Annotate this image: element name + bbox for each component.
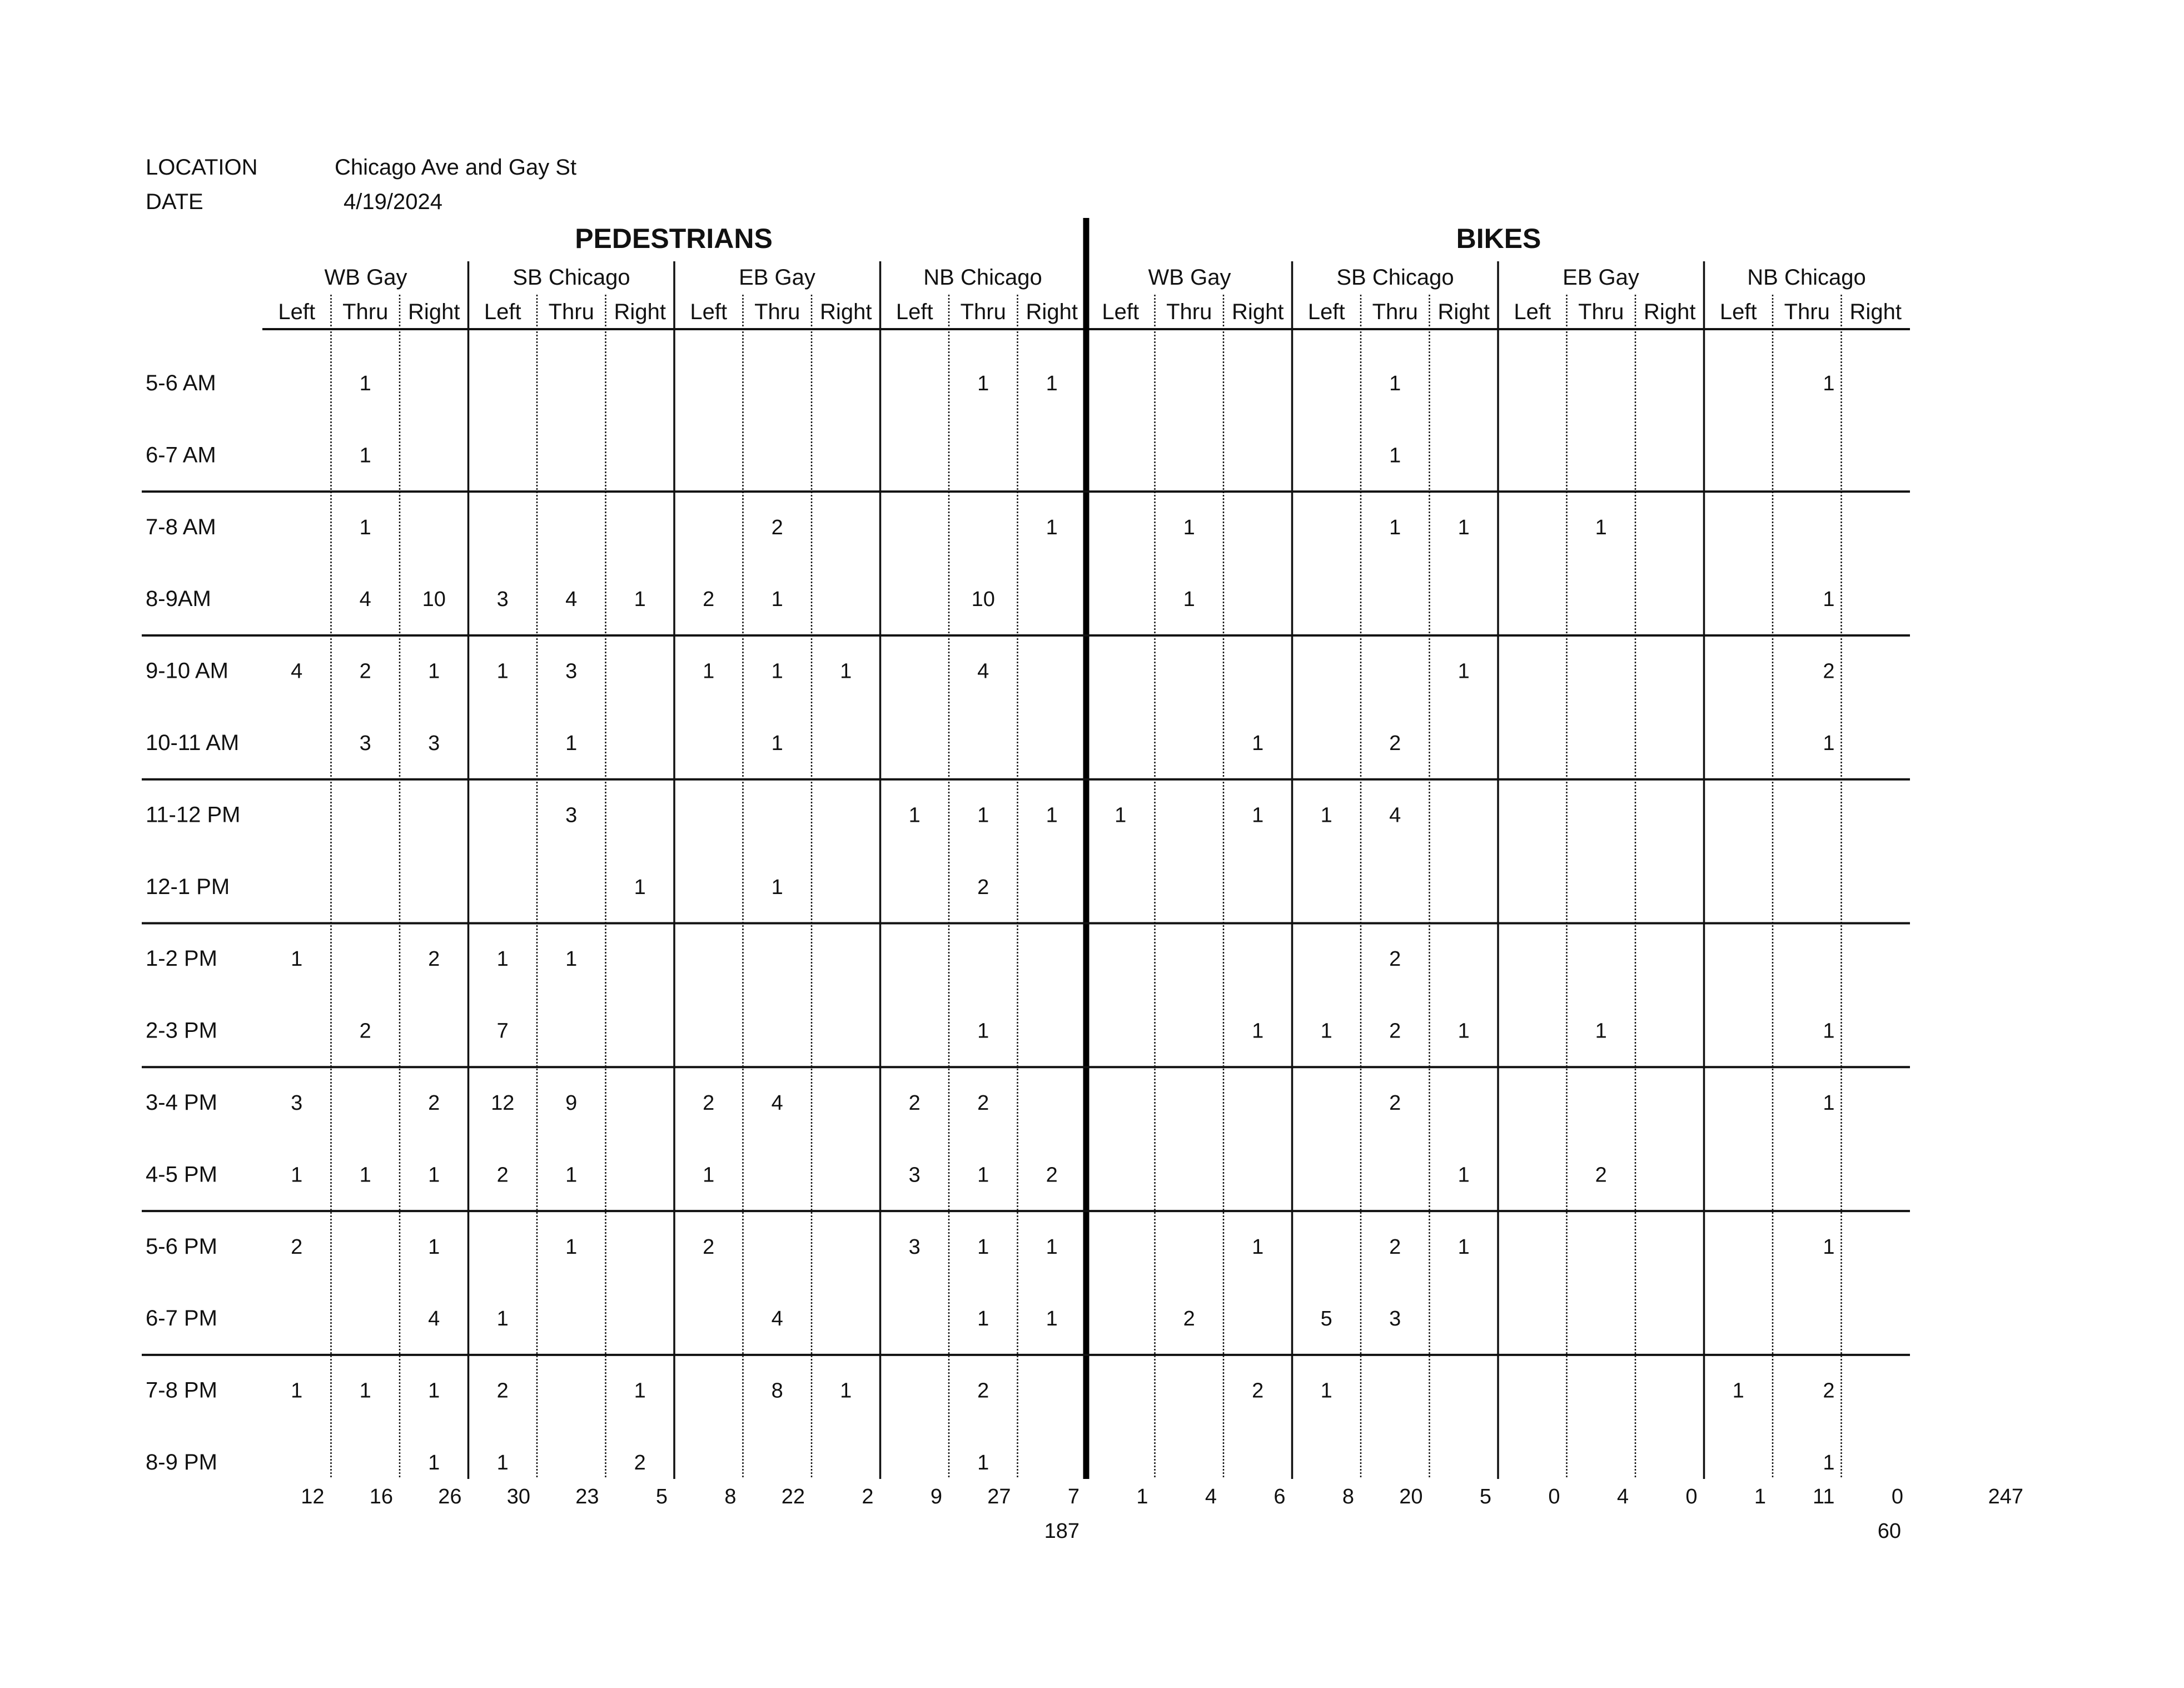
grid-lines — [142, 218, 1910, 1479]
movement-header: Thru — [1166, 300, 1212, 324]
approach-header: NB Chicago — [923, 265, 1042, 290]
count-cell: 1 — [1732, 1379, 1744, 1403]
movement-header: Left — [690, 300, 728, 324]
count-cell: 1 — [1823, 1091, 1835, 1115]
time-period-label: 9-10 AM — [146, 658, 228, 683]
count-cell: 2 — [359, 659, 371, 683]
column-total: 0 — [1891, 1485, 1903, 1508]
column-total: 2 — [862, 1485, 874, 1508]
count-cell: 1 — [565, 947, 578, 971]
time-period-label: 10-11 AM — [146, 731, 240, 755]
count-cell: 7 — [496, 1019, 509, 1043]
column-total: 4 — [1205, 1485, 1217, 1508]
movement-header: Thru — [1578, 300, 1624, 324]
column-total: 0 — [1548, 1485, 1560, 1508]
count-cell: 3 — [291, 1091, 303, 1115]
count-cell: 1 — [1389, 372, 1401, 395]
movement-header: Left — [1307, 300, 1345, 324]
column-total: 26 — [438, 1485, 462, 1508]
count-cell: 1 — [1183, 515, 1195, 539]
count-cell: 1 — [1823, 732, 1835, 755]
count-cell: 1 — [1389, 515, 1401, 539]
count-cell: 1 — [977, 1451, 989, 1474]
count-cell: 1 — [703, 659, 715, 683]
column-total: 22 — [781, 1485, 805, 1508]
movement-header: Right — [1644, 300, 1696, 324]
movement-header: Thru — [754, 300, 800, 324]
count-cell: 1 — [1252, 1019, 1264, 1043]
count-cell: 2 — [634, 1451, 646, 1474]
count-cell: 1 — [428, 659, 440, 683]
count-cell: 10 — [971, 588, 995, 612]
count-cell: 2 — [1389, 947, 1401, 971]
count-cell: 4 — [291, 659, 303, 683]
date-value: 4/19/2024 — [344, 190, 442, 214]
count-cell: 1 — [1457, 515, 1470, 539]
count-cell: 1 — [840, 659, 852, 683]
column-total: 27 — [987, 1485, 1011, 1508]
column-total: 30 — [506, 1485, 530, 1508]
count-cell: 2 — [977, 875, 989, 899]
column-total: 9 — [930, 1485, 942, 1508]
count-cell: 1 — [565, 732, 578, 755]
count-cell: 2 — [703, 1235, 715, 1259]
count-cell: 10 — [422, 588, 446, 612]
count-cell: 1 — [771, 588, 783, 612]
count-cell: 8 — [771, 1379, 783, 1403]
movement-header: Thru — [960, 300, 1006, 324]
count-cell: 1 — [977, 1307, 989, 1331]
count-cell: 1 — [771, 732, 783, 755]
column-total: 6 — [1273, 1485, 1286, 1508]
approach-header: SB Chicago — [1336, 265, 1454, 290]
column-total: 0 — [1685, 1485, 1698, 1508]
pedestrians-title: PEDESTRIANS — [575, 223, 773, 254]
count-cell: 1 — [977, 803, 989, 827]
count-cell: 1 — [496, 1307, 509, 1331]
count-cell: 1 — [1823, 1451, 1835, 1474]
count-cell: 2 — [703, 1091, 715, 1115]
column-total: 16 — [369, 1485, 393, 1508]
movement-header: Left — [1514, 300, 1551, 324]
movement-header: Thru — [1784, 300, 1830, 324]
count-cell: 3 — [908, 1235, 921, 1259]
count-cell: 4 — [1389, 803, 1401, 827]
count-cell: 1 — [1046, 515, 1058, 539]
date-label: DATE — [146, 190, 203, 214]
count-cell: 2 — [496, 1163, 509, 1187]
approach-header: NB Chicago — [1747, 265, 1866, 290]
count-cell: 1 — [1046, 372, 1058, 395]
movement-header: Right — [614, 300, 666, 324]
count-cell: 2 — [1046, 1163, 1058, 1187]
movement-header: Right — [1437, 300, 1490, 324]
bikes-title: BIKES — [1456, 223, 1541, 254]
count-cell: 1 — [428, 1163, 440, 1187]
column-total: 11 — [1813, 1485, 1835, 1508]
count-cell: 4 — [359, 588, 371, 612]
count-cell: 2 — [1183, 1307, 1195, 1331]
count-cell: 1 — [291, 947, 303, 971]
count-cell: 3 — [428, 732, 440, 755]
movement-header: Left — [896, 300, 933, 324]
count-cell: 1 — [634, 588, 646, 612]
count-cell: 2 — [908, 1091, 921, 1115]
count-cell: 1 — [1252, 1235, 1264, 1259]
grand-total: 247 — [1988, 1485, 2023, 1508]
movement-header: Right — [820, 300, 872, 324]
count-cell: 1 — [1457, 1163, 1470, 1187]
pedestrian-total: 187 — [1044, 1520, 1079, 1543]
column-totals — [301, 1485, 1903, 1508]
count-cell: 2 — [1823, 1379, 1835, 1403]
approach-header: EB Gay — [739, 265, 815, 290]
count-cell: 1 — [1252, 732, 1264, 755]
count-cell: 2 — [428, 1091, 440, 1115]
count-cell: 1 — [1457, 1019, 1470, 1043]
count-cell: 1 — [359, 1163, 371, 1187]
count-cell: 4 — [771, 1091, 783, 1115]
count-cell: 1 — [428, 1451, 440, 1474]
count-cell: 1 — [1595, 1019, 1607, 1043]
count-cell: 1 — [291, 1163, 303, 1187]
column-total: 1 — [1754, 1485, 1766, 1508]
count-cell: 1 — [977, 372, 989, 395]
count-cell: 2 — [1252, 1379, 1264, 1403]
approach-header: WB Gay — [324, 265, 407, 290]
count-cell: 1 — [1389, 444, 1401, 468]
count-cell: 2 — [771, 515, 783, 539]
count-cell: 1 — [840, 1379, 852, 1403]
time-period-label: 7-8 AM — [146, 514, 216, 539]
count-cell: 1 — [771, 659, 783, 683]
count-cell: 1 — [1320, 803, 1332, 827]
count-cell: 3 — [359, 732, 371, 755]
time-period-label: 4-5 PM — [146, 1162, 217, 1187]
time-period-label: 6-7 AM — [146, 443, 216, 468]
count-cell: 2 — [291, 1235, 303, 1259]
column-total: 5 — [1479, 1485, 1491, 1508]
count-cell: 4 — [565, 588, 578, 612]
count-cell: 9 — [565, 1091, 578, 1115]
count-cell: 2 — [1389, 1235, 1401, 1259]
time-period-label: 1-2 PM — [146, 946, 217, 971]
column-total: 1 — [1136, 1485, 1148, 1508]
approach-header: SB Chicago — [513, 265, 630, 290]
count-cell: 2 — [1823, 659, 1835, 683]
count-cell: 1 — [634, 875, 646, 899]
count-cell: 4 — [428, 1307, 440, 1331]
count-cell: 2 — [428, 947, 440, 971]
count-cell: 3 — [565, 803, 578, 827]
count-cell: 2 — [496, 1379, 509, 1403]
count-cell: 1 — [1046, 1235, 1058, 1259]
count-cell: 1 — [1457, 659, 1470, 683]
time-period-label: 2-3 PM — [146, 1018, 217, 1043]
time-period-label: 3-4 PM — [146, 1090, 217, 1115]
approach-header: WB Gay — [1148, 265, 1231, 290]
count-cell: 1 — [977, 1235, 989, 1259]
movement-header: Right — [408, 300, 460, 324]
location-label: LOCATION — [146, 155, 258, 180]
count-cell: 1 — [771, 875, 783, 899]
count-cell: 1 — [359, 444, 371, 468]
count-cell: 3 — [496, 588, 509, 612]
count-cell: 1 — [1823, 1235, 1835, 1259]
count-cell: 1 — [428, 1235, 440, 1259]
movement-header: Right — [1232, 300, 1284, 324]
count-cell: 3 — [565, 659, 578, 683]
count-cell: 5 — [1320, 1307, 1332, 1331]
count-cell: 1 — [1046, 1307, 1058, 1331]
approach-header: EB Gay — [1563, 265, 1639, 290]
count-cell: 2 — [1389, 1091, 1401, 1115]
movement-header: Right — [1026, 300, 1078, 324]
count-cell: 1 — [496, 659, 509, 683]
count-cell: 1 — [1252, 803, 1264, 827]
count-cell: 2 — [977, 1091, 989, 1115]
count-cell: 1 — [977, 1163, 989, 1187]
column-total: 20 — [1399, 1485, 1423, 1508]
movement-header: Thru — [342, 300, 389, 324]
count-cell: 1 — [428, 1379, 440, 1403]
column-total: 4 — [1616, 1485, 1629, 1508]
movement-header: Left — [484, 300, 521, 324]
count-cell: 1 — [1823, 1019, 1835, 1043]
bike-total: 60 — [1877, 1520, 1901, 1543]
movement-header: Thru — [548, 300, 594, 324]
count-cell: 1 — [359, 1379, 371, 1403]
movement-header: Left — [278, 300, 316, 324]
count-cell: 2 — [359, 1019, 371, 1043]
count-cell: 2 — [1389, 732, 1401, 755]
count-cell: 1 — [1183, 588, 1195, 612]
count-cell: 3 — [1389, 1307, 1401, 1331]
count-cell: 1 — [565, 1235, 578, 1259]
movement-header: Left — [1719, 300, 1757, 324]
time-period-label: 11-12 PM — [146, 802, 241, 827]
count-cell: 1 — [359, 515, 371, 539]
movement-header: Thru — [1372, 300, 1418, 324]
column-total: 8 — [1342, 1485, 1354, 1508]
location-value: Chicago Ave and Gay St — [335, 155, 577, 180]
time-period-label: 8-9AM — [146, 587, 211, 612]
count-cell: 1 — [1595, 515, 1607, 539]
column-total: 5 — [655, 1485, 668, 1508]
count-cell: 1 — [908, 803, 921, 827]
count-cell: 2 — [703, 588, 715, 612]
count-cell: 1 — [291, 1379, 303, 1403]
time-period-label: 8-9 PM — [146, 1450, 217, 1474]
time-period-label: 6-7 PM — [146, 1306, 217, 1331]
count-cell: 1 — [359, 372, 371, 395]
time-period-label: 5-6 AM — [146, 371, 216, 395]
count-cell: 4 — [977, 659, 989, 683]
count-cell: 1 — [1320, 1019, 1332, 1043]
movement-header: Left — [1102, 300, 1140, 324]
time-period-label: 5-6 PM — [146, 1234, 217, 1259]
count-cell: 1 — [565, 1163, 578, 1187]
count-cell: 1 — [1320, 1379, 1332, 1403]
count-cell: 1 — [1823, 588, 1835, 612]
time-period-label: 7-8 PM — [146, 1378, 217, 1403]
count-cell: 3 — [908, 1163, 921, 1187]
count-cell: 12 — [491, 1091, 515, 1115]
count-cell: 2 — [1389, 1019, 1401, 1043]
movement-headers — [278, 300, 1902, 324]
count-cell: 1 — [496, 1451, 509, 1474]
column-total: 8 — [724, 1485, 737, 1508]
column-total: 23 — [575, 1485, 599, 1508]
time-period-label: 12-1 PM — [146, 874, 230, 899]
count-cell: 1 — [634, 1379, 646, 1403]
count-cell: 2 — [1595, 1163, 1607, 1187]
count-cell: 1 — [1115, 803, 1127, 827]
movement-header: Right — [1849, 300, 1902, 324]
count-cell: 2 — [977, 1379, 989, 1403]
column-total: 7 — [1067, 1485, 1079, 1508]
column-total: 12 — [301, 1485, 325, 1508]
count-cell: 1 — [1823, 372, 1835, 395]
count-cell: 1 — [1046, 803, 1058, 827]
count-cell: 4 — [771, 1307, 783, 1331]
count-cell: 1 — [703, 1163, 715, 1187]
count-cell: 1 — [496, 947, 509, 971]
count-cell: 1 — [1457, 1235, 1470, 1259]
count-cell: 1 — [977, 1019, 989, 1043]
